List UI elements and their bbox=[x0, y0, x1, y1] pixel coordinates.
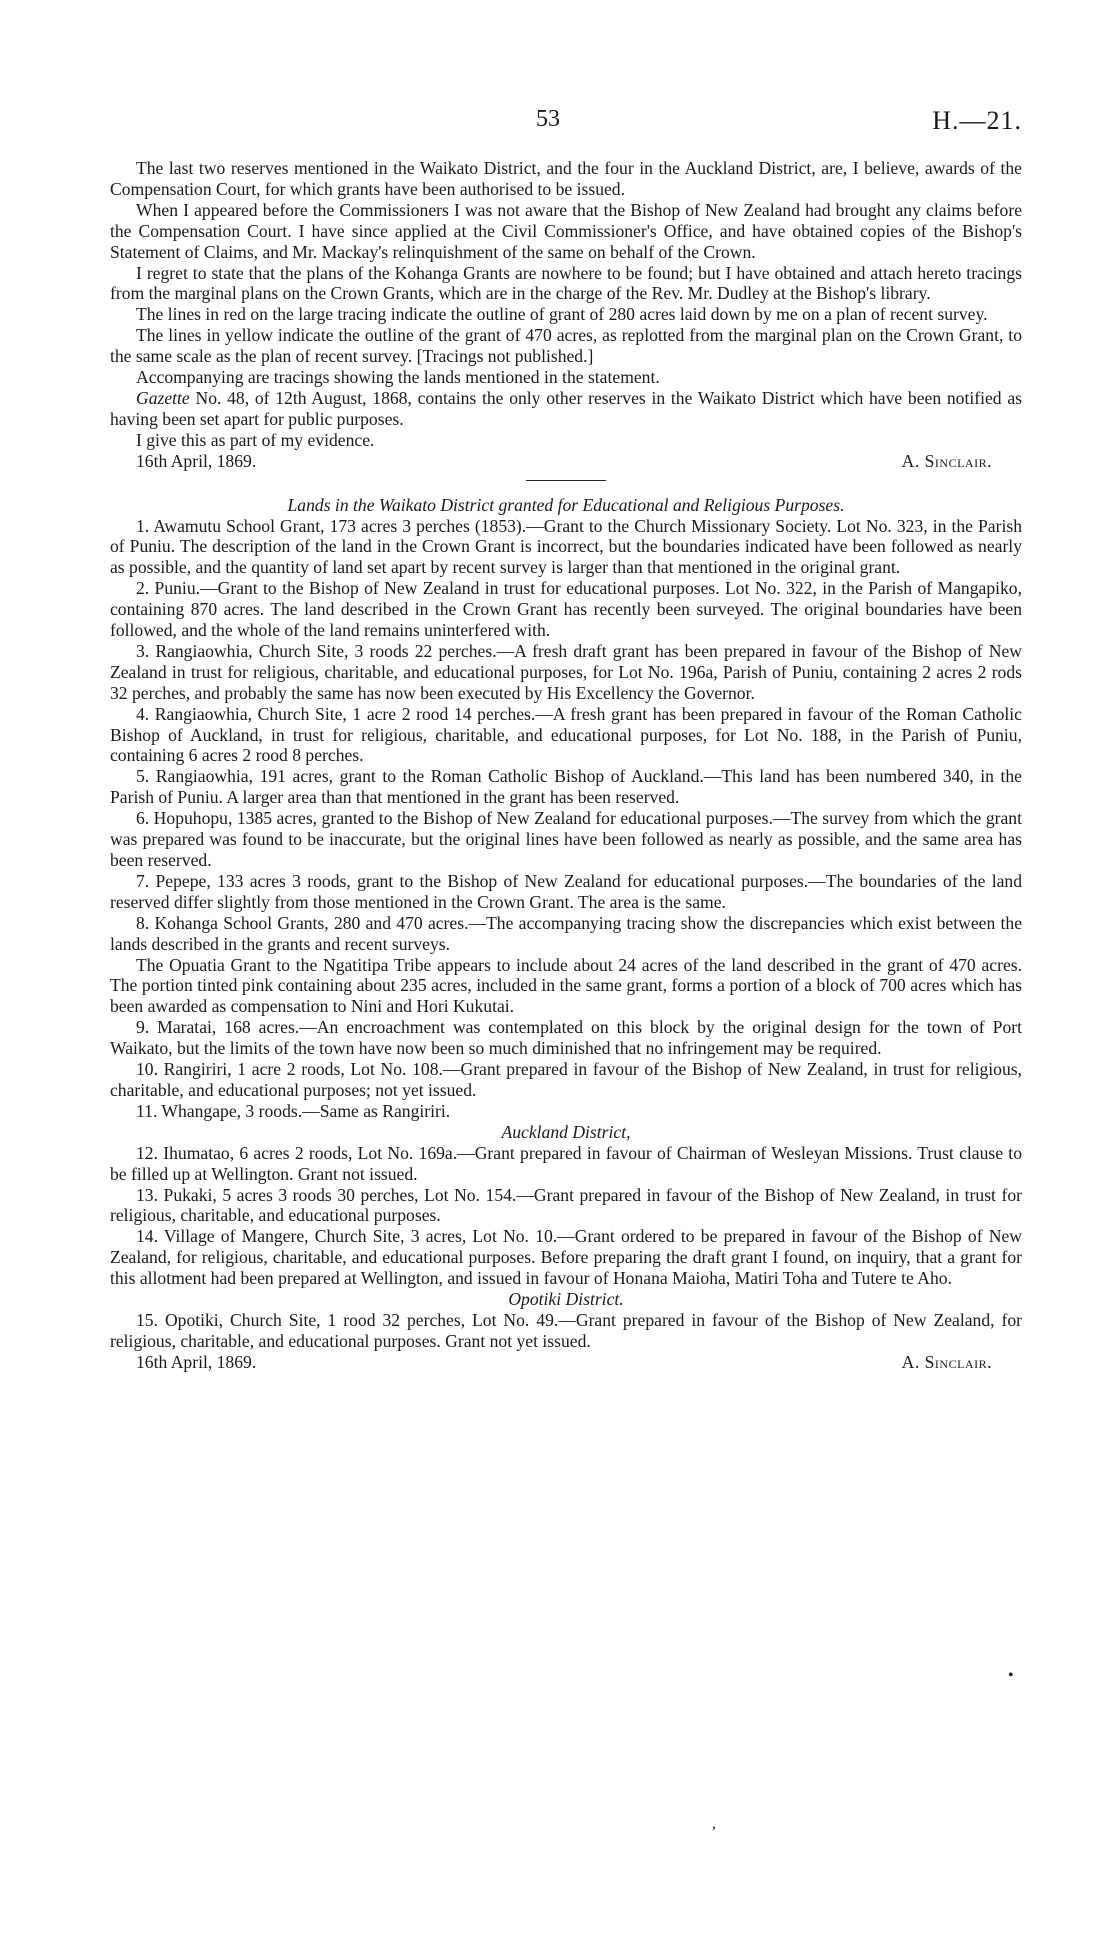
paragraph: I give this as part of my evidence. bbox=[136, 429, 375, 450]
paragraph: The lines in red on the large tracing indicate the outline of grant of 280 acres laid down by me on a plan of recent survey. bbox=[136, 304, 988, 325]
statement-item: 13. Pukaki, 5 acres 3 roods 30 perches, Lot No. 154.—Grant prepared in favour of the Bishop of New Zealand, in trust for religious, charitable, and educational purposes. bbox=[110, 1184, 1022, 1226]
date-line: 16th April, 1869. bbox=[136, 1351, 257, 1372]
statement-item: 8. Kohanga School Grants, 280 and 470 acres.—The accompanying tracing show the discrepancies which exist between the lands described in the grants and recent surveys. bbox=[110, 912, 1022, 954]
paragraph-text: No. 48, of 12th August, 1868, contains the only other reserves in the Waikato District which have been notified as having been set apart for public purposes. bbox=[110, 387, 1022, 429]
statement-item: 11. Whangape, 3 roods.—Same as Rangiriri. bbox=[136, 1100, 451, 1121]
page-number: 53 bbox=[536, 106, 560, 132]
statement-item: 7. Pepepe, 133 acres 3 roods, grant to the Bishop of New Zealand for educational purposes.—The boundaries of the land reserved differ slightly from those mentioned in the Crown Grant. The area is the same. bbox=[110, 870, 1022, 912]
gazette-italic: Gazette bbox=[136, 387, 190, 408]
statement-item: 15. Opotiki, Church Site, 1 rood 32 perches, Lot No. 49.—Grant prepared in favour of the Bishop of New Zealand, for religious, charitable, and educational purposes. Grant not yet issued. bbox=[110, 1309, 1022, 1351]
page-body bbox=[110, 158, 1022, 1373]
statement-item: 14. Village of Mangere, Church Site, 3 acres, Lot No. 10.—Grant ordered to be prepared in favour of the Bishop of New Zealand, for religious, charitable, and educational purposes. Before preparing the draft grant I found, on inquiry, that a grant for this allotment had been prepared at Wellington, and issued in favour of Honana Maioha, Matiri Toha and Tutere te Aho. bbox=[110, 1226, 1022, 1289]
signature: A. Sinclair. bbox=[901, 450, 992, 471]
auckland-heading: Auckland District, bbox=[501, 1121, 631, 1142]
statement-item: 4. Rangiaowhia, Church Site, 1 acre 2 rood 14 perches.—A fresh grant has been prepared in favour of the Roman Catholic Bishop of Auckland, in trust for religious, charitable, and educational purposes, for Lot No. 188, in the Parish of Puniu, containing 6 acres 2 rood 8 perches. bbox=[110, 703, 1022, 766]
document-reference: H.—21. bbox=[932, 106, 1022, 135]
date-line: 16th April, 1869. bbox=[136, 450, 257, 471]
print-speck: • bbox=[1008, 1667, 1014, 1684]
page-header bbox=[0, 106, 1114, 140]
statement-item: 10. Rangiriri, 1 acre 2 roods, Lot No. 108.—Grant prepared in favour of the Bishop of New Zealand, in trust for religious, charitable, and educational purposes; not yet issued. bbox=[110, 1059, 1022, 1100]
statement-item: 6. Hopuhopu, 1385 acres, granted to the Bishop of New Zealand for educational purposes.—The survey from which the grant was prepared was found to be inaccurate, but the original lines have been followed as nearly as possible, and the same area has been reserved. bbox=[110, 808, 1022, 870]
auckland-items bbox=[110, 1143, 1022, 1289]
statement-item: The Opuatia Grant to the Ngatitipa Tribe appears to include about 24 acres of the land described in the grant of 470 acres. The portion tinted pink containing about 235 acres, included in the same grant, forms a portion of a block of 700 acres which has been awarded as compensation to Nini and Hori Kukutai. bbox=[110, 954, 1022, 1017]
paragraph: When I appeared before the Commissioners I was not aware that the Bishop of New Zealand had brought any claims before the Compensation Court. I have since applied at the Civil Commissioner's Office, and have obtained copies of the Bishop's Statement of Claims, and Mr. Mackay's relinquishment of the same on behalf of the Crown. bbox=[110, 199, 1022, 262]
signature: A. Sinclair. bbox=[901, 1351, 992, 1372]
signature-row bbox=[110, 451, 1022, 472]
statement-item: 1. Awamutu School Grant, 173 acres 3 perches (1853).—Grant to the Church Missionary Society. Lot No. 323, in the Parish of Puniu. The description of the land in the Crown Grant is incorrect, but the boundaries indicated have been followed as nearly as possible, and the quantity of land set apart by recent survey is larger than that mentioned in the original grant. bbox=[110, 515, 1022, 578]
paragraph: The last two reserves mentioned in the Waikato District, and the four in the Auckland District, are, I believe, awards of the Compensation Court, for which grants have been authorised to be issued. bbox=[110, 158, 1022, 199]
statement-item: 3. Rangiaowhia, Church Site, 3 roods 22 perches.—A fresh draft grant has been prepared in favour of the Bishop of New Zealand in trust for religious, charitable, and educational purposes, for Lot No. 196a, Parish of Puniu, containing 2 acres 2 rods 32 perches, and probably the same has now been executed by His Excellency the Governor. bbox=[110, 640, 1022, 703]
paragraph: I regret to state that the plans of the Kohanga Grants are nowhere to be found; but I have obtained and attach hereto tracings from the marginal plans on the Crown Grants, which are in the charge of the Rev. Mr. Dudley at the Bishop's library. bbox=[110, 262, 1022, 304]
statement-item: 2. Puniu.—Grant to the Bishop of New Zealand in trust for educational purposes. Lot No. 322, in the Parish of Mangapiko, containing 870 acres. The land described in the Crown Grant has recently been surveyed. The original boundaries have been followed, and the whole of the land remains uninterfered with. bbox=[110, 578, 1022, 641]
paragraph: Accompanying are tracings showing the lands mentioned in the statement. bbox=[136, 367, 660, 388]
opotiki-heading: Opotiki District. bbox=[508, 1289, 624, 1310]
statement-item: 12. Ihumatao, 6 acres 2 roods, Lot No. 169a.—Grant prepared in favour of Chairman of Wesleyan Missions. Trust clause to be filled up at Wellington. Grant not issued. bbox=[110, 1142, 1022, 1184]
paragraph bbox=[110, 388, 1022, 430]
statement-items bbox=[110, 516, 1022, 1122]
signature-row bbox=[110, 1352, 1022, 1373]
statement-item: 5. Rangiaowhia, 191 acres, grant to the Roman Catholic Bishop of Auckland.—This land has been numbered 340, in the Parish of Puniu. A larger area than that mentioned in the grant has been reserved. bbox=[110, 766, 1022, 808]
paragraph: The lines in yellow indicate the outline of the grant of 470 acres, as replotted from the marginal plan on the Crown Grant, to the same scale as the plan of recent survey. [Tracings not published.] bbox=[110, 325, 1022, 367]
section-heading: Lands in the Waikato District granted for Educational and Religious Purposes. bbox=[287, 494, 845, 515]
section-divider bbox=[526, 480, 606, 481]
statement-item: 9. Maratai, 168 acres.—An encroachment was contemplated on this block by the original design for the town of Port Waikato, but the limits of the town have now been so much diminished that no infringement may be required. bbox=[110, 1017, 1022, 1059]
print-speck: , bbox=[712, 1815, 716, 1832]
opotiki-items bbox=[110, 1310, 1022, 1352]
